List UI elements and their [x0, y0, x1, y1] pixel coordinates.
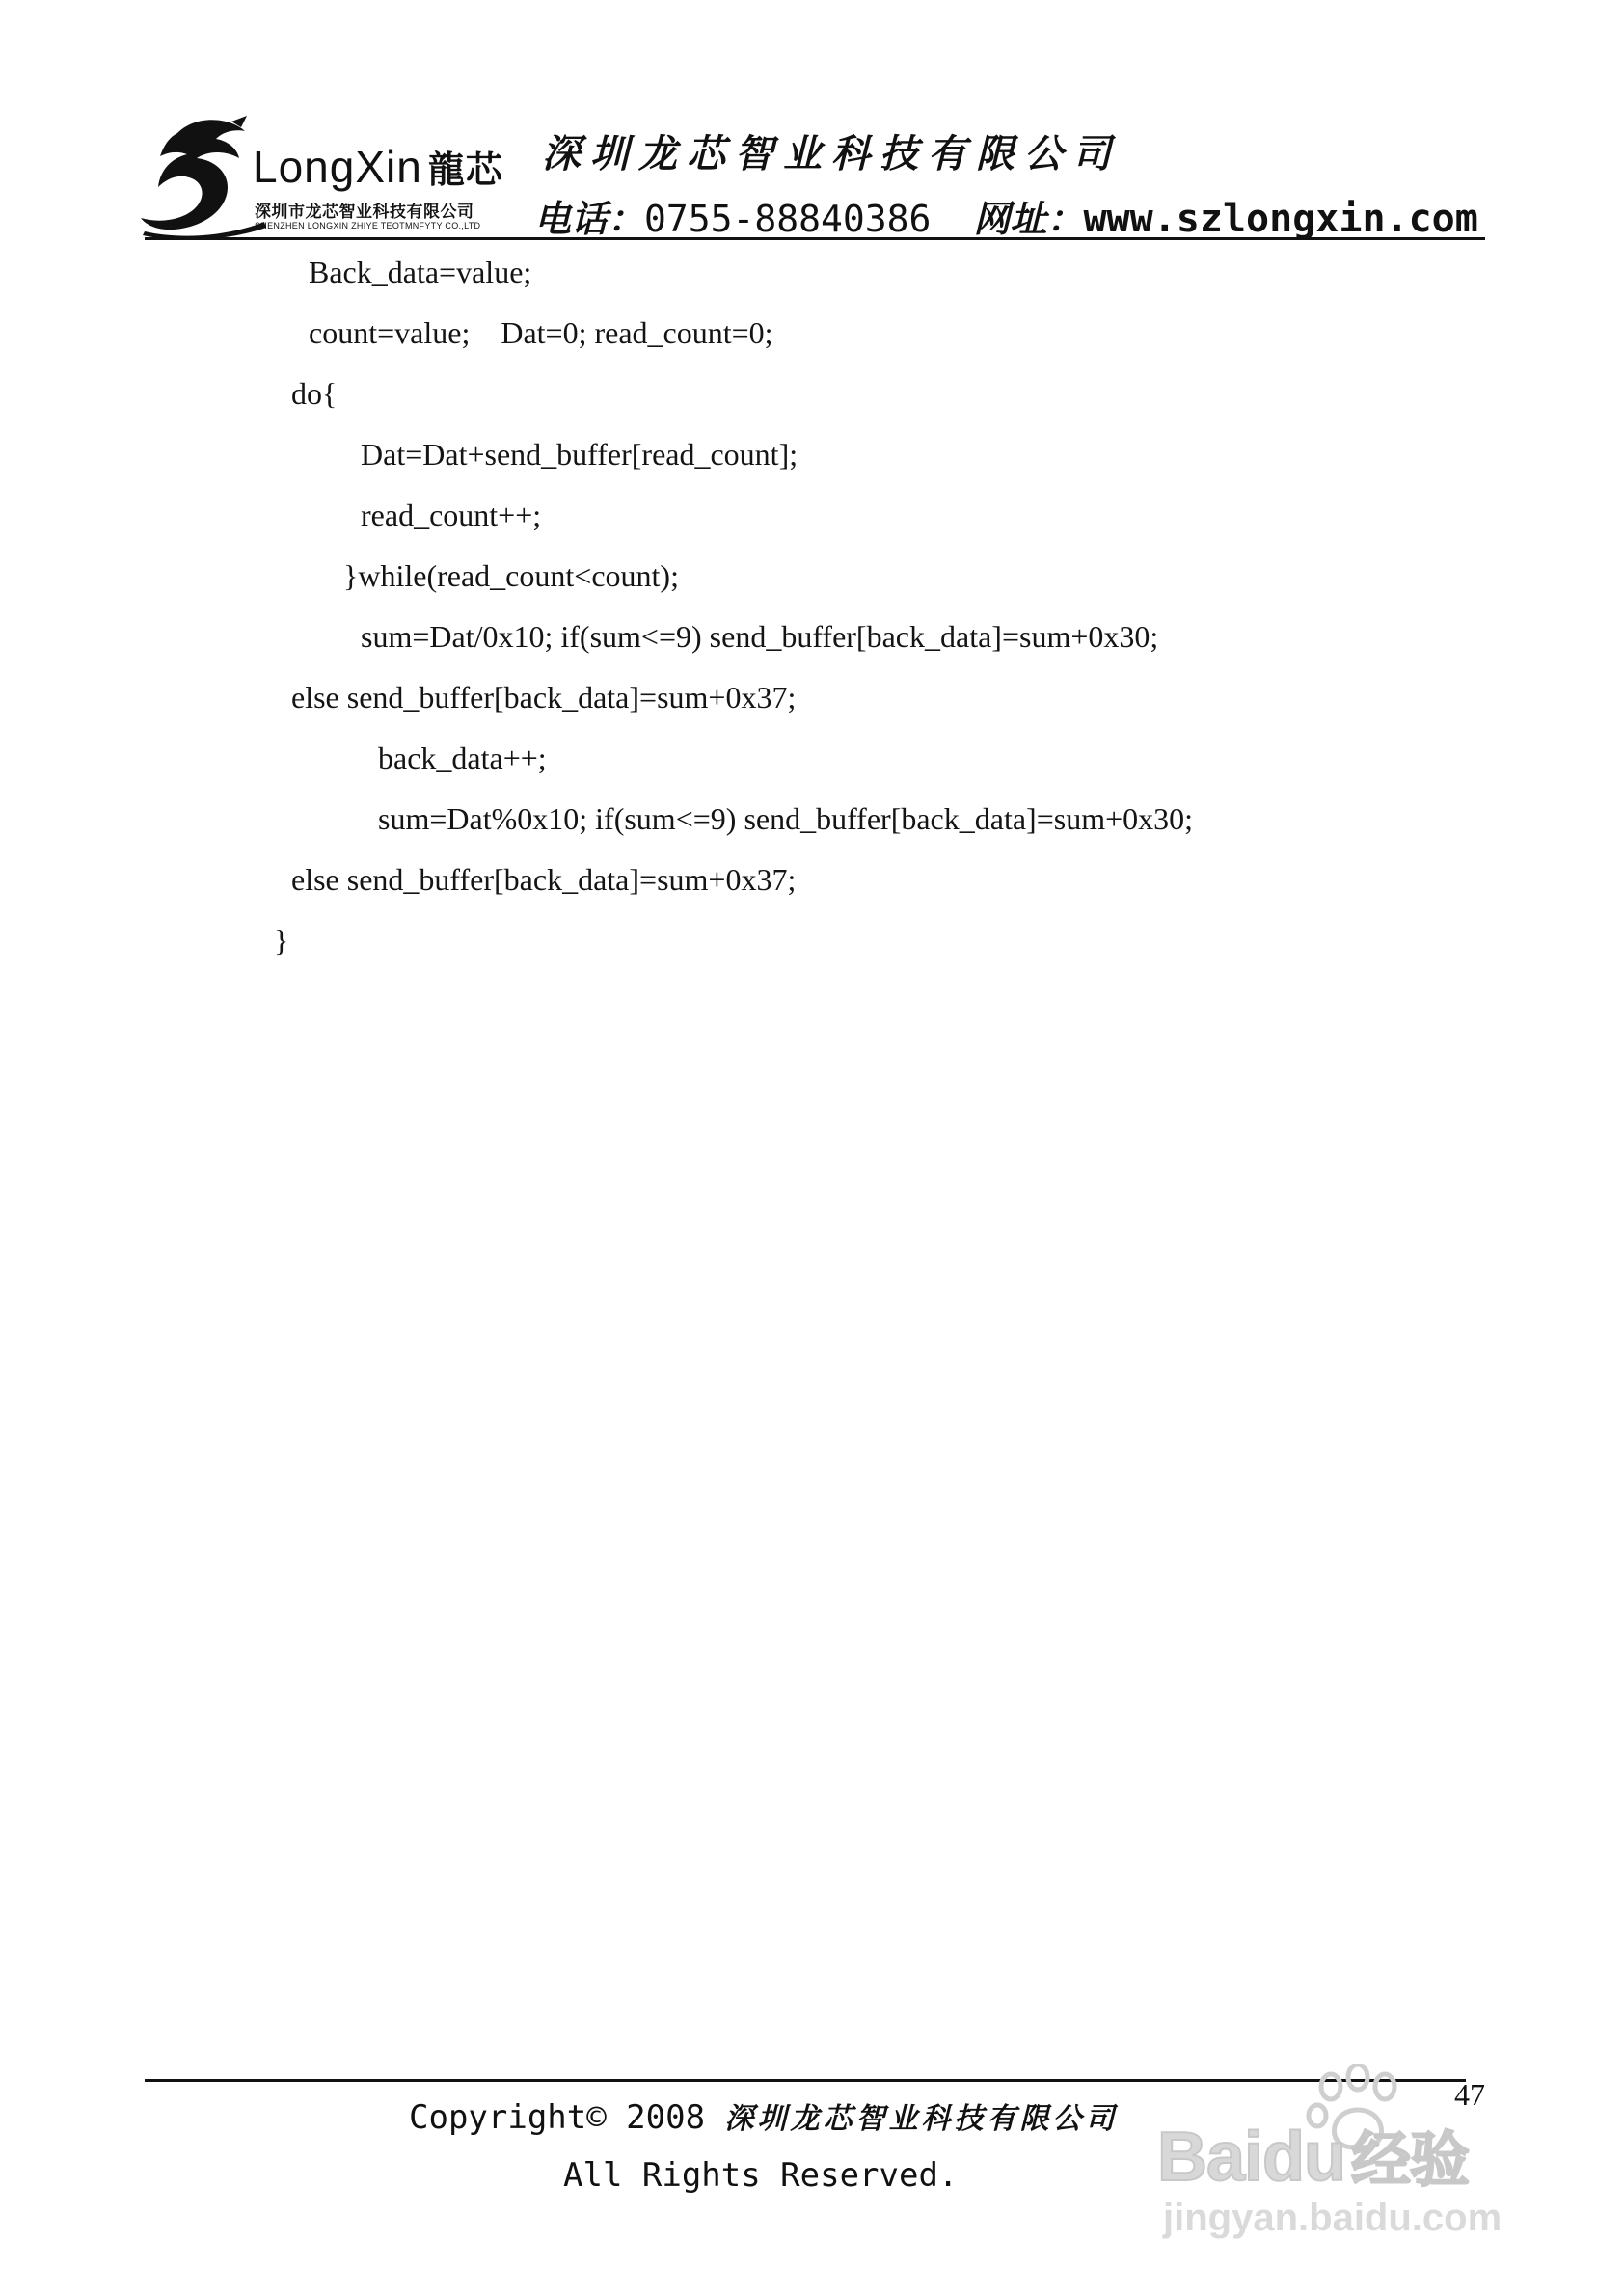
website-label: 网址： [973, 197, 1084, 240]
code-line: count=value; Dat=0; read_count=0; [309, 315, 773, 350]
phone-label: 电话： [534, 197, 645, 240]
contact-line [534, 189, 1478, 242]
code-line: else send_buffer[back_data]=sum+0x37; [291, 862, 797, 897]
copyright-line [409, 2094, 1119, 2137]
header-divider [145, 237, 1485, 240]
company-name: 深圳龙芯智业科技有限公司 [542, 131, 1121, 176]
logo-wordmark-en: LongXin [253, 142, 422, 192]
page-number: 47 [1454, 2077, 1485, 2112]
rights-reserved: All Rights Reserved. [563, 2156, 959, 2195]
logo-subtitle-en: SHENZHEN LONGXIN ZHIYE TEOTMNFYTY CO.,LTD [255, 221, 481, 230]
watermark-url: jingyan.baidu.com [1163, 2197, 1502, 2239]
logo-wordmark-cn: 龍芯 [427, 150, 503, 191]
website-url: www.szlongxin.com [1083, 197, 1478, 241]
copyright-prefix: Copyright© 2008 [409, 2098, 706, 2137]
logo-subtitle-cn: 深圳市龙芯智业科技有限公司 [255, 203, 474, 222]
code-line: sum=Dat/0x10; if(sum<=9) send_buffer[back_data]=sum+0x30; [361, 619, 1159, 654]
phone-number: 0755-88840386 [644, 198, 932, 240]
code-line: } [274, 923, 289, 958]
watermark-brand-bai: Bai [1157, 2119, 1263, 2196]
code-line: }while(read_count<count); [343, 558, 679, 593]
logo-wordmark [253, 142, 503, 192]
code-line: read_count++; [361, 498, 542, 532]
baidu-jingyan-watermark [1153, 2064, 1558, 2256]
copyright-company: 深圳龙芯智业科技有限公司 [724, 2102, 1119, 2136]
code-line: else send_buffer[back_data]=sum+0x37; [291, 680, 797, 715]
watermark-brand-du: du [1262, 2119, 1346, 2196]
code-line: Dat=Dat+send_buffer[read_count]; [361, 437, 798, 472]
code-line: Back_data=value; [309, 255, 532, 289]
code-line: do{ [291, 376, 338, 411]
code-line: sum=Dat%0x10; if(sum<=9) send_buffer[back_data]=sum+0x30; [378, 801, 1194, 836]
page-header [0, 0, 1624, 251]
watermark-brand [1157, 2112, 1469, 2198]
code-line: back_data++; [378, 741, 547, 775]
watermark-brand-cn: 经验 [1351, 2124, 1470, 2195]
